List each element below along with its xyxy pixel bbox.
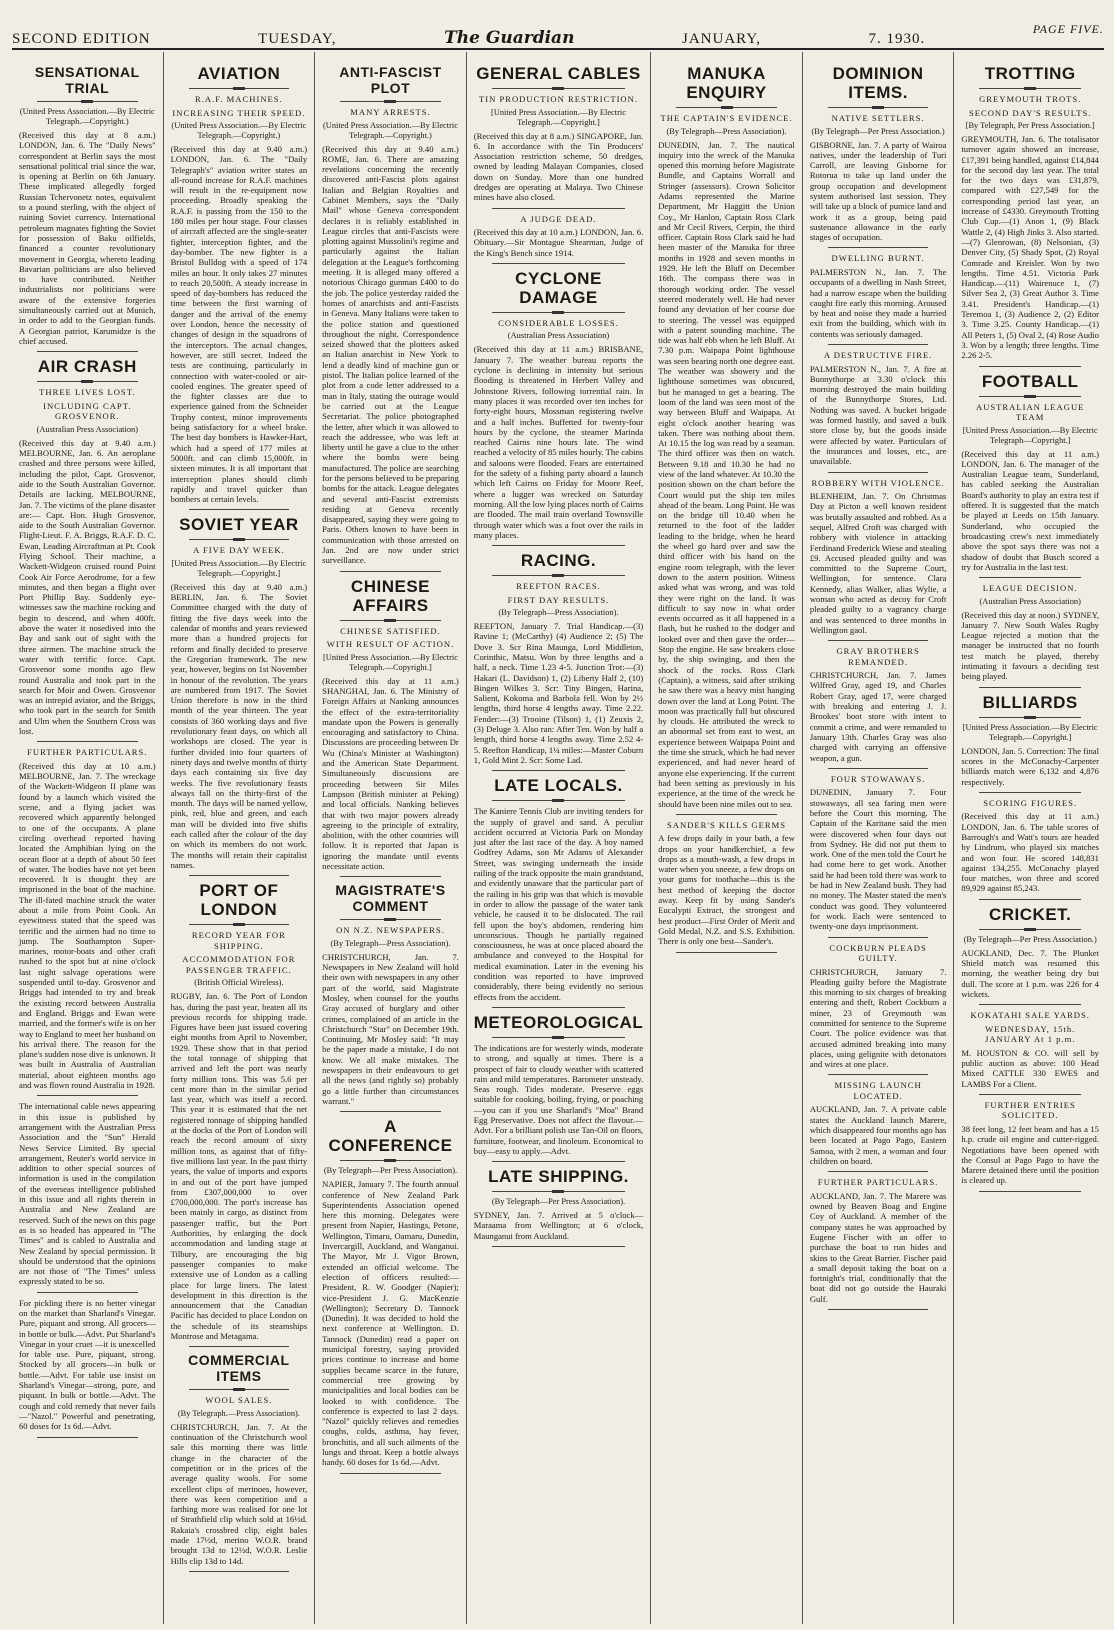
article: [19, 64, 156, 352]
article-source-line: (United Press Association.—By Electric Telegraph.—Copyright.): [323, 120, 458, 140]
edition-label: SECOND EDITION: [12, 31, 151, 47]
column-4: [467, 52, 651, 1624]
article-divider: [340, 1473, 441, 1474]
article-subheading: NATIVE SETTLERS.: [831, 113, 925, 123]
headline-rule: [492, 88, 625, 89]
article-source-line: [By Telegraph, Per Press Association.]: [965, 121, 1095, 130]
article-divider: [828, 472, 929, 473]
article: [961, 693, 1099, 793]
article-subheading: AUSTRALIAN LEAGUE TEAM: [975, 401, 1085, 423]
article-divider: [37, 1292, 138, 1293]
article-headline: SOVIET YEAR: [179, 515, 299, 535]
article: [322, 577, 459, 878]
article-body: A few drops daily in your bath, a few drops on your handkerchief, a few drops as a mouth-wash, a few drops in water when you sneeze, a few drops on your gums for toothache—this is the best method of keeping the doctor away. Keep fit by using Sander's Eucalypti Extract, the strongest and best product—First Order of Merit and Gold Medal, N.Z. and S.S. Exhibition. There is only one best—Sander's.: [658, 833, 795, 947]
article-headline: GENERAL CABLES: [476, 64, 641, 83]
article-body: NAPIER, January 7. The fourth annual conference of New Zealand Park Superintendents Association opened here this morning. Delegates were present from Napier, Hastings, Petone, Wellington, Timaru, Oamaru, Dunedin, Invercargill, Auckland, and Wanganui. The Mayor, Mr J. Vigor Brown, extended an official welcome. The election of officers resulted:— President, R. W. Goodger (Napier); vice-President J. G. MacKenzie (Wellington); Secretary D. Tannock (Dunedin). It was decided to hold the next conference at Wellington. D. Tannock (Dunedin) read a paper on municipal forestry, saying provided prices continue to increase and home supplies became scarce in the future, commercial tree growing by municipalities and local bodies can be looked to with confidence. The conference is expected to last 2 days. "Nazol" quickly relieves and remedies coughs, colds, asthma, hay fever, bronchitis, and all such ailments of the lungs and throat. Keep a bottle always handy. 60 doses for 1s 6d.—Advt.: [322, 1179, 459, 1468]
article-subheading: GRAY BROTHERS REMANDED.: [836, 646, 920, 667]
article-body: (Received this day at 10 a.m.) LONDON, Jan. 6. Obituary.—Sir Montague Shearman, Judge of the King's Bench since 1914.: [473, 227, 644, 258]
article: [474, 776, 643, 1008]
article-body: For pickling there is no better vinegar on the market than Sharland's Vinegar. Pure, piquant and strong. All grocers—in bottle or bulk.—Advt. Put Sharland's Vinegar in your cruet —it is unexcelled for table use. Pure, piquant, strong. Stocked by all grocers—in bulk or bottle.—Advt. For table use insist on Sharland's Vinegar—strong, pure, and piquant. In bulk or bottle.—Advt. The cough and cold remedy that never fails—"Nazol." Powerful and penetrating, 60 doses for 1s 6d.—Advt.: [19, 1297, 156, 1432]
article-body: 38 feet long, 12 feet beam and has a 15 h.p. crude oil engine and cutter-rigged. Negotiations have been opened with the Consul at Pago Pago to have the Marere detained there until the position is cleared up.: [961, 1123, 1099, 1186]
article: [810, 350, 947, 472]
article: [810, 774, 947, 938]
article-body: SYDNEY, Jan. 7. Arrived at 5 o'clock—Maraama from Wellington; at 6 o'clock, Maunganui from Auckland.: [473, 1210, 644, 1241]
article-headline: MANUKA ENQUIRY: [686, 64, 767, 102]
article: [961, 372, 1099, 579]
article-body: (Received this day at 11 a.m.) SHANGHAI, Jan. 6. The Ministry of Foreign Affairs at Nanking announces the effect of the extra-territoriality mandate upon the Powers is generally encouraging and satisfactory to China. Discussions are proceeding between Dr Wu (China's Minister at Washington) and the American State Department. Simultaneously discussions are proceeding between Sir Miles Lampson (British minister at Peking) and local officials. Nanking believes that with two major powers already agreeing to the principle of extrality, abolition, with the other countries will follow. It is reported that Japan is ignoring the mandate until events necessitate action.: [322, 675, 459, 872]
article-subheading: A FIVE DAY WEEK.: [193, 545, 285, 556]
headline-rule: [979, 88, 1081, 89]
article-divider: [676, 814, 777, 815]
article-subheading-secondary: FIRST DAY RESULTS.: [507, 594, 610, 605]
article-subheading: SANDER'S KILLS GERMS: [667, 819, 786, 830]
article-divider: [979, 366, 1081, 367]
article: [961, 583, 1099, 688]
headline-rule: [492, 800, 625, 801]
article-divider: [828, 640, 929, 641]
article-body: LONDON, Jan. 5. Correction: The final scores in the McConachy-Carpenter billiards match were 6,132 and 4,876 respectively.: [961, 745, 1099, 787]
masthead: [12, 22, 1104, 50]
article-body: AUCKLAND, Jan. 7. A private cable states the Auckland launch Marere, which disappeared four months ago has been located at Pago Pago, Eastern Samoa, with 2 men, a woman and four children on board.: [809, 1104, 947, 1166]
article-divider: [189, 875, 290, 876]
article: [322, 64, 459, 572]
article-subheading: SCORING FIGURES.: [983, 797, 1078, 808]
article-divider: [828, 1074, 929, 1075]
article-headline: FOOTBALL: [981, 371, 1079, 391]
article-source-line: (By Telegraph.—Press Association).: [177, 1408, 300, 1418]
article-headline: LATE LOCALS.: [494, 776, 623, 796]
newspaper-title: The Guardian: [444, 28, 575, 48]
article-divider: [189, 1571, 290, 1572]
article: [961, 64, 1099, 367]
column-3: [315, 52, 467, 1624]
newspaper-columns: [12, 52, 1106, 1624]
column-6: [803, 52, 955, 1624]
article-subheading: FURTHER PARTICULARS.: [27, 747, 148, 758]
article-subheading-secondary: WEDNESDAY, 15th. JANUARY At 1 p.m.: [984, 1023, 1076, 1045]
article: [961, 798, 1099, 900]
article-subheading: CHINESE SATISFIED.: [340, 625, 441, 636]
headline-rule: [340, 1160, 441, 1161]
article: [810, 1080, 947, 1172]
headline-rule: [492, 1191, 625, 1192]
article-subheading: DWELLING BURNT.: [831, 253, 925, 264]
headline-rule: [37, 101, 138, 102]
article-source-line: (By Telegraph—Press Association).: [498, 608, 619, 618]
article-body: (Received this day at 11 a.m.) LONDON, Jan. 6. The manager of the Australian League team, Sunderland, has cabled seeking the Australian Board's authority to play an extra test if offered. It is suggested that the match be played at Leeds on 15th January. Sunderland, who occupied the broadcasting crew's next immediately above the spot says there was not a shadow of doubt that Busch scored a try for Australia in the last test.: [961, 448, 1099, 572]
article-source-line: (United Press Association.—By Electric Telegraph.—Copyright.): [171, 121, 307, 140]
article: [474, 1013, 643, 1162]
article-subheading: GREYMOUTH TROTS.: [979, 94, 1082, 104]
article-subheading: FOUR STOWAWAYS.: [830, 773, 926, 784]
article-body: (Received this day at 9.40 a.m.) MELBOURNE, Jan. 6. An aeroplane crashed and three persons were killed, including the pilot, Capt. Grosvenor, aide to the South Australian Governor. Details are lacking. MELBOURNE, Jan. 7. The victims of the plane disaster are:— Capt. Hon. Hugh Grosvenor, aide to the South Australian Governor. Flight-Lieut. F. A. Briggs, R.A.F. D. C. Ewan, Leading Aircraftman at Pt. Cook Flying School. Their machine, a Wackett-Widgeon cruised round Point Cook Air Force Aerodrome, for a few minutes, and then began a flight over Port Phillip Bay. Suddenly eye-witnesses saw the machine rocking and begin to descend, and when 400ft. above the water it nosedived into the Bay and sank out of sight with the three airmen. The machine struck the water with terrific force. Capt. Grosvenor some months ago flew round Australia and took part in the search for Moir and Owen. Grosvenor was an intrepid aviator, and the Briggs, who took part in the search for Smith and Ulm when the Southern Cross was lost.: [19, 437, 156, 737]
article: [474, 1167, 643, 1247]
article: [171, 515, 308, 876]
headline-rule: [492, 575, 625, 576]
article-body: REEFTON, January 7. Trial Handicap.—(3) Ravine 1; (McCarthy) (4) Audience 2; (5) The Dove 3. Scr Rina Maunga, Lord Middleton, Corinthic, Matsu. Won by three lengths and a half, a neck. Time 1.23 4-5. Junction Trot:—(3) Hakari (L. Davidson) 1, (2) Liberty Half 2, (10) Bingen Wilkes 3. Scr: Tiny Bingen, Harina, Salient, Kokoma and Barbola fell. Won by 2½ lengths, third horse 4 lengths away. Time 2.22. Fender:—(3) Trooine (Tilson) 1, (1) Zeuxis 2, (3) Deluge 3. Also ran: After Ten. Won by half a length, third horse 4 lengths away. Time 2.52 4-5. Reefton Handicap, 1¼ miles:—Master Coburn 1, Gold Mint 2. Scr: Some Lad.: [473, 621, 644, 765]
article: [171, 881, 308, 1347]
article-divider: [828, 1309, 929, 1310]
article-divider: [340, 1111, 441, 1112]
article-headline: ANTI-FASCIST PLOT: [339, 64, 442, 96]
article-subheading: FURTHER PARTICULARS.: [817, 1177, 939, 1188]
article-source-line: (Australian Press Association): [507, 331, 610, 341]
article: [19, 747, 156, 1096]
article-headline: PORT OF LONDON: [199, 881, 279, 920]
article-body: The indications are for westerly winds, moderate to strong, and squally at times. There is a prospect of fair to cloudy weather with scattered rain and mild temperatures. Barometer unsteady. Seas rough. Tides moderate. Preserve eggs suitable for cooking, boiling, frying, or poaching—you can if you use Sharland's "Moa" Brand Egg Preservative. Does not affect the flavour.—Advt. For a brilliant polish use Tan-Oil on floors, furniture, footwear, and linoleum. Economical to buy—easy to apply.—Advt.: [473, 1042, 644, 1156]
headline-rule: [340, 101, 441, 102]
headline-rule: [189, 1389, 290, 1390]
article-body: AUCKLAND, Jan. 7. The Marere was owned by Beaven Boag and Engine Coy of Auckland. A member of the company states he was approached by Eugene Fischer with an offer to purchase the boat to run hides and skins to the Great Barrier. Fischer paid a small deposit taking the boat on a fortnight's trial, conditionally that the boat did not go outside the Hauraki Gulf.: [809, 1190, 947, 1304]
article-body: PALMERSTON N., Jan. 7. A fire at Bunnythorpe at 3.30 o'clock this morning destroyed the main building of the Bunnythorpe Stores, Ltd. Nothing was saved. A bucket brigade was formed hastily, and saved a bulk store close by, but the goods inside were affected by water. Particulars of the insurances and losses, etc., are unavailable.: [809, 363, 947, 467]
article-divider: [492, 208, 625, 209]
article: [810, 478, 947, 642]
article-body: (Received this day at 9.40 a.m.) ROME, Jan. 6. There are amazing revelations concerning the recently discovered anti-Fascist plots against Italian and Belgian Royalties and Cabinet Members, says the "Daily Mail" whose Geneva correspondent declares it is reliably established in League circles that anti-Fascists were plotting against Mussolini's regime and particularly against the Italian delegation at the League's forthcoming meeting. It is alleged many offered a notorious Chicago gunman £400 to do the job. The police yesterday raided the homes of anarchists and anti-Fascists in Geneva. Many Italians were taken to the police station and questioned throughout the night. Correspondence seized showed that the plotters asked an Italian anarchist in New York to lend a deadly kind of machine gun or pistol. The Italian police learned of the plot from a code letter addressed to a man in Italy, stating the outrage would be carried out at the League Secretariat. The police photographed the letter, after which it was allowed to reach the addressee, who was left at liberty until he gave a clue to the other where the bombs were being manufactured. The police are searching for the persons believed to be preparing bombs for the attack. League delegates and several anti-Fascist extremists residing at Geneva recently disappeared, saying they were going to Paris. Others known to have been in communication with those arrested on Jan. 2nd are now under strict surveillance.: [322, 143, 459, 566]
article-body: CHRISTCHURCH, January 7. Pleading guilty before the Magistrate this morning to six charges of breaking entering and theft, Robert Cockburn a miner, 23 of Greymouth was committed for sentence to the Supreme Court. The police evidence was that accused admitted breaking into many places, using gelignite with detonators and wires at one place.: [809, 966, 947, 1070]
article-source-line: (By Telegraph—Per Press Association).: [491, 1197, 626, 1207]
article: [961, 1010, 1099, 1095]
article-divider: [340, 876, 441, 877]
page-number: PAGE FIVE.: [1032, 22, 1104, 36]
article-divider: [189, 1346, 290, 1347]
article: [961, 1100, 1099, 1192]
article: [322, 882, 459, 1112]
article: [658, 64, 795, 815]
article-body: (Received this day at 9.40 a.m.) LONDON, Jan. 6. The "Daily Telegraph's" aviation writer states an all-round increase for R.A.F. machines will result in the re-equipment now proceeding. Broadly speaking the R.A.F. is passing from the 150 to the 180 miles per hour stage. Four classes of aircraft affected are the single-seater fighter, interception fighter, and the day-bomber. The new fighter is a Bristol Bulldog with a speed of 174 miles an hour. It only takes 27 minutes to reach 20,500ft. A steady increase in speed of day-bombers has reduced the time between the first warning of danger and the arrival of the enemy over London, hence the necessity of changes of design in the squadrons of the interceptors. The actual changes, however, are still secret. Indeed the tests are continuing, particularly in connection with water-cooled or air-cooled engines. The greater speed of the fighter classes are due to experience gained from the Schneider Trophy contest, minor improvements being satisfactory for a wheel brake. The best day bombers is Hawker-Hart, which had a speed of 177 miles at 5000ft. and can climb 15,000ft. in sixteen minutes. It is all important that interception planes should climb rapidly and travel quicker than bombers at certain levels.: [170, 144, 308, 505]
day-label: TUESDAY,: [258, 31, 337, 47]
month-label: JANUARY,: [681, 31, 761, 47]
headline-rule: [828, 107, 929, 108]
article-divider: [979, 1004, 1081, 1005]
article-headline: MAGISTRATE'S COMMENT: [335, 882, 446, 915]
article: [474, 269, 643, 546]
article-body: GREYMOUTH, Jan. 6. The totalisator turnover again showed an increase, £17,391 being handled, against £14,844 for the second day last year. The total for the two days was £31,879, compared with £27,549 for the corresponding period last year, an increase of £4330. Greymouth Trotting Club Cup.—(1) Anon 1, (9) Black Wattle 2, (4) High Jinks 3. Also started.—(7) Glenrowan, (8) Nelsonian, (3) Denver City, (5) Shady Spot, (2) Royal Comrade and Kreisler. Won by two lengths. Time 4.51. Victoria Park Handicap.—(11) Wairenuce 1, (7) Silver Sea 2, (3) Great Author 3. Time 3.41. President's Handicap.—(1) Teremoa 1, (3) Audience 2, (2) Editor 3. Time 3.25. County Handicap.—(1) All Peters 1, (5) Oval 2, (4) Rose Audio 3. Won by a length; three lengths. Time 2.26 2-5.: [961, 134, 1099, 361]
article-source-line: [United Press Association.—By Electric Telegraph.—Copyright.]: [491, 107, 626, 127]
article-subheading: A JUDGE DEAD.: [520, 213, 597, 224]
article-subheading: MISSING LAUNCH LOCATED.: [834, 1080, 922, 1101]
article-body: (Received this day at 8 a.m.) SINGAPORE, Jan. 6. In accordance with the Tin Producers' Association restriction scheme, 50 dredges, owned by leading Malayan Companies, closed down on Sunday. More than one hundred dredges are operating at Malaya. Two Chinese mines have also closed.: [473, 130, 644, 203]
article-subheading: RECORD YEAR FOR SHIPPING.: [191, 930, 286, 951]
article-divider: [979, 792, 1081, 793]
article-body: (Received this day at 10 a.m.) MELBOURNE, Jan. 7. The wreckage of the Wackett-Widgeon II plane was found by a launch which visited the scene, and a flying jacket was recovered which apparently belonged to one of the occupants. A plane circling overhead reported having located the Amphibian lying on the ocean floor at a depth of about 50 feet of water. The bodies have not yet been recovered. It is thought they are imprisoned in the boat of the machine. The ill-fated machine struck the water about a mile from Point Cook. An eyewitness stated that the speed was terrific and the airmen had no time to jump. The Southampton Super-marines, motor-boats and other craft rushed to the spot but at nine o'clock last night salvage operations were suspended until to-day. Grosvenor and Briggs had intended to try and break the existing record between Australia and England. Briggs and Ewan were married, and the former's wife is on her way to England to meet her husband on his arrival there. The reason for the plane's sudden nose dive is unknown. It was built in Australia of Australian material, about eighteen months ago and was flown round Australia in 1928.: [19, 760, 156, 1091]
article-headline: CYCLONE DAMAGE: [515, 268, 602, 307]
article-headline: A CONFERENCE: [328, 1117, 453, 1156]
article-headline: BILLIARDS: [982, 692, 1078, 712]
headline-rule: [676, 107, 777, 108]
article-headline: COMMERCIAL ITEMS: [188, 1352, 290, 1385]
article: [322, 1117, 459, 1473]
article-subheading: FURTHER ENTRIES SOLICITED.: [984, 1099, 1076, 1121]
article-body: (Received this day at 11 a.m.) LONDON, Jan. 6. The table scores of Barrough's and Watt's tours are headed by Lindrum, who played six matches and won four. He scored 148,831 against 134,255. McConachy played four matches, won three and scored 89,929 against 85,243.: [961, 811, 1099, 894]
headline-rule: [340, 919, 441, 920]
article-source-line: (By Telegraph—Per Press Association.): [811, 126, 945, 136]
article-divider: [828, 247, 929, 248]
headline-rule: [492, 1037, 625, 1038]
article-divider: [492, 263, 625, 264]
article-divider: [828, 1171, 929, 1172]
headline-rule: [340, 620, 441, 621]
article-subheading: COCKBURN PLEADS GUILTY.: [829, 942, 927, 963]
article-source-line: [United Press Association.—By Electric Telegraph.—Copyright.]: [323, 652, 458, 672]
article: [658, 820, 795, 953]
article-body: RUGBY, Jan. 6. The Port of London has, during the past year, beaten all its previous records for shipping trade. Figures have been just issued covering eight months from April to November, 1929. These show that in that period the total tonnage of shipping that arrived and left the port was nearly forty million tons. This was 5.6 per cent more than in the similar period last year, which was itself a record. This year it is estimated that the net registered tonnage of shipping handled at the docks of the Port of London will reach the record amount of sixty million tons, as against that of fifty-five millions last year. In the past thirty years, the value of imports and exports in and out of the port have jumped from £307,000,000 to over £700,000,000. The port's increase has been mainly in cargo, as distinct from passenger traffic, but the Port Authorities, by enlarging the dock accommodation and landing stage at Tilbury, are encouraging the big passenger companies to make extensive use of London as a calling place for large liners. The latest development in this direction is the announcement that the Canadian Pacific has decided to place London on the schedule of its steamships Montrose and Metagama.: [170, 991, 308, 1341]
article: [474, 64, 643, 209]
article-divider: [979, 1191, 1081, 1192]
article-body: BLENHEIM, Jan. 7. On Christmas Day at Picton a well known resident was brutally assaulted and robbed. As a sequel, Alfred Croft was charged with robbery with violence in attacking Ferdinand Frederick Wiese and stealing £9. Accused pleaded guilty and was committed to the Supreme Court, Wellington, for sentence. Clara Kennedy, alias Walker, alias Wylie, a woman who acted as decoy for Croft pleaded guilty to a vagrancy charge and was sentenced to three months in Wellington gaol.: [809, 491, 947, 635]
headline-rule: [37, 381, 138, 382]
article-subheading: KOKATAHI SALE YARDS.: [970, 1010, 1090, 1021]
headline-rule: [979, 717, 1081, 718]
article-subheading: TIN PRODUCTION RESTRICTION.: [478, 94, 638, 104]
article: [474, 214, 643, 264]
headline-rule: [189, 924, 290, 925]
article-body: DUNEDIN, January 7. Four stowaways, all sea faring men were before the Court this morning. The Captain of the Karitane said the men were discovered when four days out from Sydney. He did not put them to work. One of the men told the Court he had come here to get work. Another said he had been told there was work to be had in New Zealand bush. They had no money. The Master stated the men's conduct was good. They volunteered for work. Each were sentenced to twenty-one days imprisonment.: [809, 787, 947, 932]
article-body: The Kaniere Tennis Club are inviting tenders for the supply of gravel and sand. A peculiar accident occurred at Victoria Park on Monday just after the last race of the day. A boy named Godfrey Adams, son Mr Adams of Alexander Street, was swinging underneath the inside railing of the track opposite the main grandstand, and evidently unaware that the particular part of the railing in his grip was that which is movable in order to allow the passage of the water tank vehicle, he caused it to be dislocated. The rail fell upon the boy's abdomen, rendering him unconscious. Though he partially regained consciousness, he was at once placed aboard the ambulance and conveyed to the Hospital for medical examination. Later in the evening his condition was reported to have improved considerably, there being evidently no serious effects from the accident.: [473, 806, 644, 1002]
column-1: [12, 52, 164, 1624]
article-body: (Received this day at 11 a.m.) BRISBANE, January 7. The weather bureau reports the cyclone is declining in intensity but serious flooding is threatened in Herbert Valley and Johnstone Rivers, following torrential rain. In many places it was recorded over ten inches for forty-eight hours, Mossman registering twelve and a half inches. Buffetted for twenty-four hours by the cyclone, the steamer Marinda reached Cairns nine hours late. The wind reached a velocity of 85 miles hourly. The cabins and saloons were flooded. Fears are entertained for the safety of a fishing party aboard a launch which left Cairns on Friday for Moore Reef, where a lugger was wrecked on Saturday morning. All the low lying places north of Cairns are flooded. The mail train overland Townsville through water which was a foot over the rails in many places.: [473, 344, 644, 540]
article-subheading: A DESTRUCTIVE FIRE.: [823, 350, 933, 361]
article-divider: [492, 1246, 625, 1247]
headline-rule: [189, 88, 290, 89]
article-subheading: MANY ARRESTS.: [350, 107, 431, 117]
article-subheading: CONSIDERABLE LOSSES.: [498, 317, 619, 328]
article: [961, 905, 1099, 1005]
article: [810, 253, 947, 345]
column-5: [651, 52, 803, 1624]
article-headline: TROTTING: [984, 64, 1076, 83]
article-body: (Received this day at 8 a.m.) LONDON, Jan. 6. The "Daily News" correspondent at Berlin says the most sensational political trial since the war, is opening at Berlin on 6th January. These implicated allegedly forged Russian Tchervonetz notes, equivalent to a pound sterling, with the object of ruining Soviet currency. International petroleum magnates fighting the Soviet for possession of Baku oilfields, financed a counter revolutionary movement in Georgia, whereto leading Bavarian politicians are also believed to have contributed. Neither industrialists nor politicians were aware of the extensive forgeries simultaneously carried out at Munich, in order to add to the Georgian funds. A Georgian patriot, Karumidze is the chief accused.: [19, 130, 156, 346]
article-subheading: ON N.Z. NEWSPAPERS.: [336, 925, 445, 936]
article-divider: [340, 571, 441, 572]
article-headline: METEOROLOGICAL: [473, 1012, 644, 1032]
article: [171, 1352, 308, 1572]
article-divider: [979, 1094, 1081, 1095]
article: [810, 1177, 947, 1310]
article-subheading: THE CAPTAIN'S EVIDENCE.: [660, 113, 793, 123]
column-7: [954, 52, 1106, 1624]
article: [19, 1298, 156, 1438]
article-subheading-secondary: INCREASING THEIR SPEED.: [172, 107, 306, 118]
article-divider: [828, 344, 929, 345]
article-subheading: WOOL SALES.: [205, 1395, 273, 1406]
article-divider: [37, 1437, 138, 1438]
article-divider: [492, 1007, 625, 1008]
article-divider: [189, 509, 290, 510]
article-divider: [979, 577, 1081, 578]
article-subheading-secondary: WITH RESULT OF ACTION.: [326, 639, 455, 650]
article: [810, 646, 947, 769]
article-subheading: LEAGUE DECISION.: [982, 583, 1078, 594]
headline-rule: [189, 539, 290, 540]
date-label: 7. 1930.: [868, 31, 926, 47]
article: [19, 357, 156, 742]
article-body: M. HOUSTON & CO. will sell by public auction as above: 100 Head Mixed CATTLE 330 EWES and LAMBS For a Client.: [961, 1047, 1099, 1089]
article-headline: CRICKET.: [988, 904, 1072, 924]
article-headline: AIR CRASH: [37, 357, 137, 377]
article-divider: [492, 545, 625, 546]
article-subheading: ROBBERY WITH VIOLENCE.: [811, 477, 945, 488]
article-body: PALMERSTON N., Jan. 7. The occupants of a dwelling in Nash Street, had a narrow escape when the building caught fire early this morning. Aroused by heat and noise they made a hurried exit from the building, which with its contents was seriously damaged.: [809, 266, 947, 339]
article-source-line: [United Press Association.—By Electric Telegraph.—Copyright.]: [171, 558, 307, 578]
article-source-line: (By Telegraph—Press Association).: [666, 126, 787, 136]
article-divider: [492, 1161, 625, 1162]
article-headline: RACING.: [520, 551, 597, 571]
article-body: DUNEDIN, Jan. 7. The nautical inquiry into the wreck of the Manuka opened this morning before Magistrate Bundle, and Captains Worrall and Stringer (assessors). Crown Solicitor Adams represented the Marine Department, Mr Haggitt the Union Coy., Mr Hanlon, Captain Ross Clark and Mr Cecil Rivers, Cerpin, the third officer. Captain Ross Clark said he had been master of the Manuka for three months in 1928 and seven months in 1929. He left the Bluff on December 16th. The compass there was in thorough working order. The vessel steered moderately well. He had never found any deviation of her course due to steering. The vessel was equipped with a patent sounding machine. The tide was half ebb when he left Bluff. At 7.30 p.m. Waipapa Point lighthouse was seen bearing north one degree east. The weather was showery and the lighthouse sometimes was obscured, but he managed to get a bearing. The loom of the land was seen most of the way between Bluff and Waipapa. At eight o'clock another bearing was taken. There was nothing about them. At 10.15 the log was read by a seaman. The third officer was then on watch. Between 9.18 and 10.30 he had no view of the land whatever. At 10.30 the position shown on the chart before the Court would put the ship ten miles ahead of the beam. Long Point. He was on the bridge till 10.40 when he returned to the foot of the ladder leading to the bridge, when he heard the wheel go hard over and saw the third officer with his hand on the engine room telegraph, with the lever down to the astern position. Witness asked what was wrong, and was told they were right on the land. It was difficult to say now in what order events occurred as it all happened in a flash, but he rushed to the dodger and looked over and then gave the order—Stop the engine. He saw breakers close by, the ship swinging, and then the shock of the rocks. Ross Clark (Captain), a witness, said after striking he saw there was a heavy mist hanging down over the land at Long Point. The moon was practically full but obscured by clouds. He attributed the wreck to an abnormal set from east to west, an experience between Waipapa Point and the time she struck, which he had never experienced, and had never heard of anyone else experiencing. If the current had been setting as previously in his experience, at the time of the wreck he should have been nine miles out to sea.: [658, 139, 795, 809]
article-divider: [492, 770, 625, 771]
article-source-line: (By Telegraph—Per Press Association).: [323, 1166, 458, 1176]
headline-rule: [492, 312, 625, 313]
article-subheading-secondary: ACCOMMODATION FOR PASSENGER TRAFFIC.: [182, 954, 296, 975]
article-subheading: REEFTON RACES.: [516, 581, 601, 592]
article-body: (Received this day at 9.40 a.m.) BERLIN, Jan. 6. The Soviet Committee charged with the duty of fitting the five days week into the calendar of months and years reviewed more than a hundred projects for reform and finally decided to preserve the Gregorian framework. The new year, however, begins on 1st November in honour of the revolution. The years are numbered from 1917. The Soviet Union therefore is now in the third month of the year thirteen. The year consists of 360 working days and five revolutionary feast days, on which all workshops are closed. The year is further divided into four quarters of ninety days and twelve months of thirty days each containing six five day weeks. The five revolutionary feasts always fall on the thirty-first of the month. The days will be named yellow, pink, red, blue and green, and each man will be divided into five shifts each called after the colour of the day on which its members do not work. The months will retain their capitalist names.: [170, 581, 308, 870]
article-source-line: [United Press Association.—By Electric Telegraph.—Copyright.]: [962, 722, 1098, 742]
article-source-line: (United Press Association.—By Electric Telegraph.—Copyright.): [19, 107, 155, 126]
article-body: CHRISTCHURCH, Jan. 7. Newspapers in New Zealand will hold their own with newspapers in any other part of the world, said Magistrate Mosley, when counsel for the youths Gray accused of burglary and other crimes, complained of an article in the Christchurch "Star" on December 19th. Continuing, Mr Mosley said: "It may be the paper made a mistake, I do not know. We all make mistakes. The newspapers in their endeavours to get all the news (and rightly so) probably go a little further than circumstances warrant.": [322, 951, 459, 1106]
article-headline: DOMINION ITEMS.: [832, 64, 924, 102]
article-divider: [828, 937, 929, 938]
article: [810, 64, 947, 248]
article-headline: LATE SHIPPING.: [488, 1167, 629, 1187]
article-subheading: THREE LIVES LOST.: [39, 387, 136, 398]
headline-rule: [979, 396, 1081, 397]
article-source-line: [United Press Association.—By Electric Telegraph—Copyright.]: [962, 425, 1098, 445]
headline-rule: [979, 929, 1081, 930]
article-subheading-secondary: INCLUDING CAPT. GROSVENOR.: [43, 400, 132, 422]
article-divider: [37, 1095, 138, 1096]
article-headline: AVIATION: [197, 64, 281, 83]
article-headline: SENSATIONAL TRIAL: [34, 64, 140, 96]
article-headline: CHINESE AFFAIRS: [350, 576, 430, 615]
article-source-line: (Australian Press Association): [979, 596, 1081, 606]
article-divider: [676, 952, 777, 953]
article-source-line: (By Telegraph—Press Association).: [330, 938, 451, 948]
article-source-line: (British Official Wireless).: [194, 978, 284, 988]
article: [810, 943, 947, 1076]
article: [474, 551, 643, 771]
article-body: CHRISTCHURCH, Jan. 7. At the continuation of the Christchurch wool sale this morning there was little change in the character of the competition or in the prices of the average quality wools. For some excellent clips of merinoes, however, there was keen competition and a farthing more was realised for one lot of Strathfield clip which sold at 16½d. Rakaia's crossbred clip, eight bales made 17½d, merino W.O.R. brand brought 13d to 12½d, W.O.R. Leslie Hills clip 13d to 14d.: [170, 1421, 308, 1566]
article-divider: [37, 741, 138, 742]
article-subheading: R.A.F. MACHINES.: [195, 94, 283, 104]
article-divider: [979, 687, 1081, 688]
article-subheading-secondary: SECOND DAY'S RESULTS.: [968, 107, 1092, 118]
article-source-line: (By Telegraph—Per Press Association.): [963, 934, 1097, 944]
article-body: CHRISTCHURCH, Jan. 7. James Wilfred Gray, aged 19, and Charles Robert Gray, aged 17, were charged with breaking and entering J. J. Brookes' boot store with intent to commit a crime, and were remanded to January 13th. Charles Gray was also charged with carrying an offensive weapon, a gun.: [809, 670, 947, 763]
article-body: (Received this day at noon.) SYDNEY, January 7. New South Wales Rugby League rejected a motion that the manager be instructed that no fourth test match be played, thereby intimating it favours a deciding test being played.: [961, 609, 1099, 682]
article: [19, 1101, 156, 1292]
article-source-line: (Australian Press Association): [36, 424, 138, 434]
article: [171, 64, 308, 510]
article-body: The international cable news appearing in this issue is published by arrangement with the Australian Press Association and the "Sun" Herald News Service Limited. By special arrangement, Reuter's world service in addition to other special sources of information is used in the compilation of the overseas intelligence published in this issue and all rights therein in Australia and New Zealand are reserved. Such of the news on this page as is so headed has appeared in "The Times" and is cabled to Australia and New Zealand by special permission. It should be understood that the opinions are not those of "The Times" unless expressly stated to be so.: [19, 1101, 156, 1287]
article-divider: [828, 768, 929, 769]
article-body: GISBORNE, Jan. 7. A party of Wairoa natives, under the leadership of Turi Carroll, are leaving Gisborne for Rotorua to take up land under the group occupation and development system authorised last session. They will take up a block of pumice land and work it as a group, being paid sustenance allowance in the early stages of occupation.: [809, 139, 947, 243]
article-divider: [37, 351, 138, 352]
column-2: [164, 52, 316, 1624]
article-divider: [979, 899, 1081, 900]
article-body: AUCKLAND, Dec. 7. The Plunket Shield match was resumed this morning, the weather being dry but dull. The score at 1 p.m. was 226 for 4 wickets.: [961, 947, 1099, 999]
